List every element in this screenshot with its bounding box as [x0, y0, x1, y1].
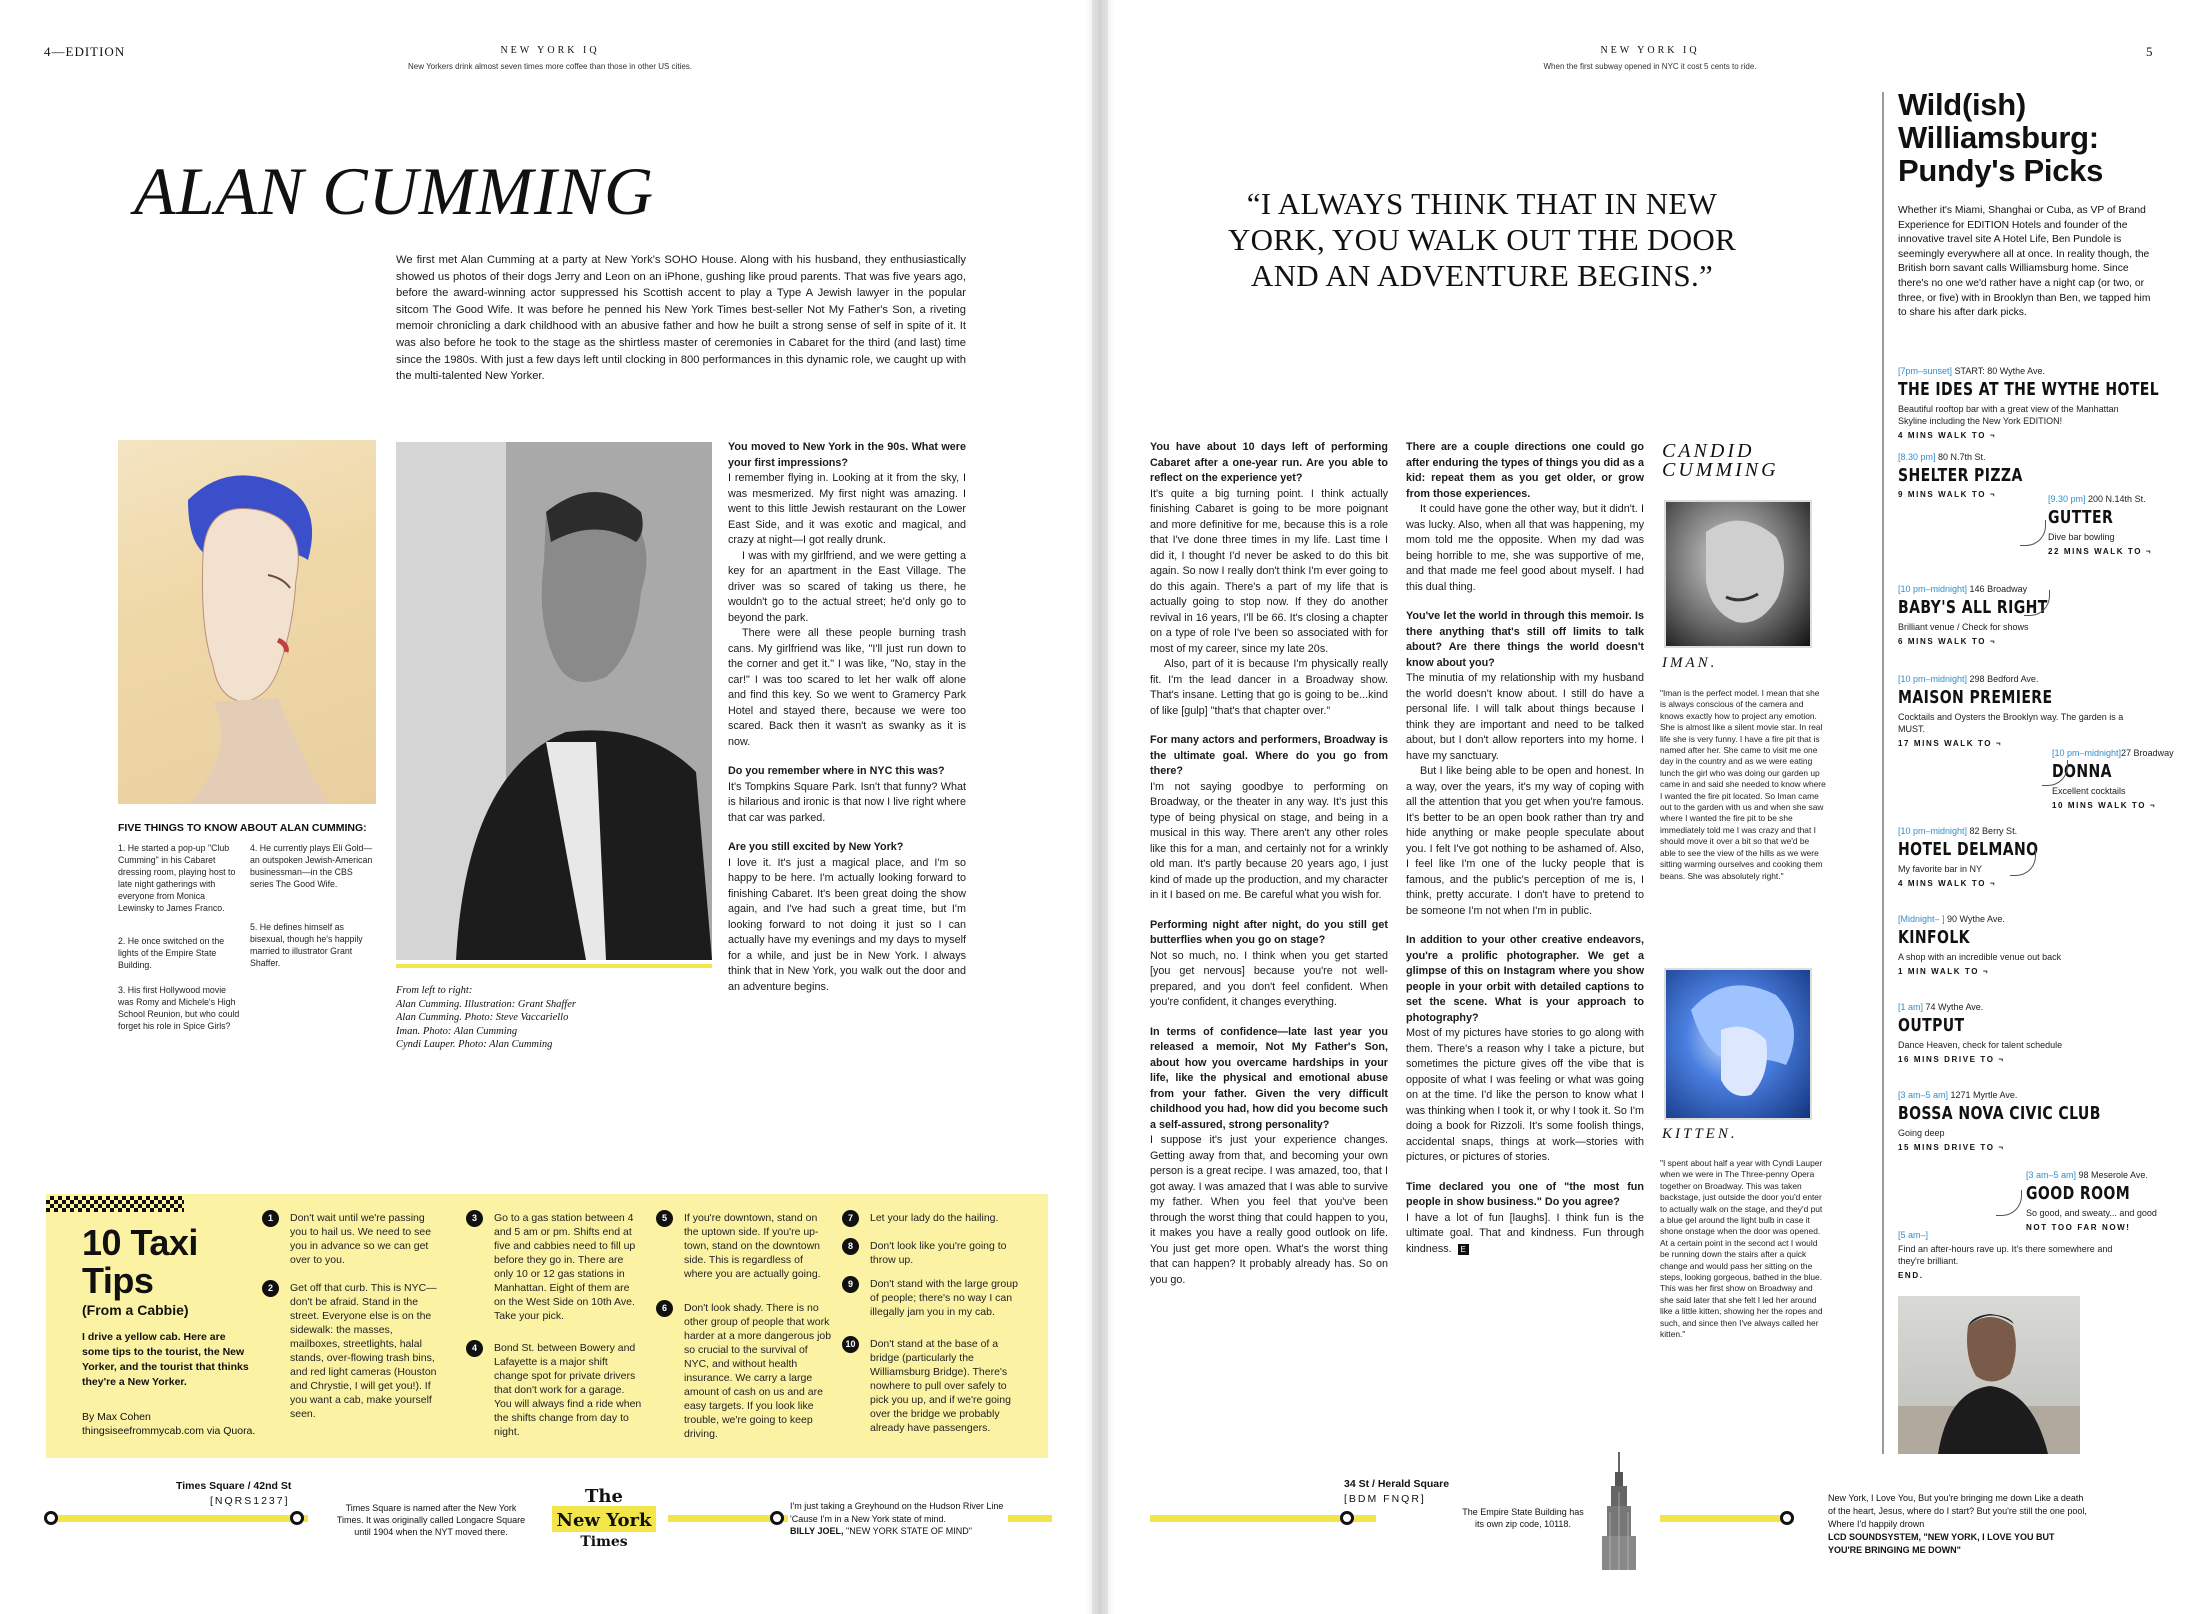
pick-time: [5 am–]	[1898, 1230, 1929, 1240]
five-things-item-1: 1. He started a pop-up "Club Cumming" in his Cabaret dressing room, playing host to late night gatherings with everyone from Monica Lewinsky to James Franco.	[118, 843, 236, 913]
taxi-tip-3: Go to a gas station between 4 and 5 am or pm. Shifts end at five and cabbies need to fill up before they go in. There are only 10 or 12 gas stations in Manhattan. Eight of them are on the West Side on 10th Ave. Take your pick.	[494, 1212, 636, 1322]
five-things-item-5: 5. He defines himself as bisexual, though he's happily married to illustrator Grant Shaffer.	[250, 922, 363, 968]
taxi-tip-9: Don't stand with the large group of people; there's no way I can illegally jam you in my cab.	[870, 1278, 1018, 1318]
pick-description: My favorite bar in NY	[1898, 864, 1983, 874]
picks-intro: Whether it's Miami, Shanghai or Cuba, as VP of Brand Experience for EDITION Hotels and founder of the innovative travel site A Hotel Life, Ben Pundole is seemingly everywhere all at once. In reality though, the British born savant calls Williamsburg home. Since there's no one we'd rather have a night cap (or two, or three, or five) with in Brooklyn than Ben, we tapped him to share his after dark picks.	[1898, 205, 2151, 319]
pick-time: [Midnight– ]	[1898, 914, 1945, 924]
candid-title	[1662, 442, 1779, 480]
pick-description: Excellent cocktails	[2052, 786, 2126, 796]
right-station-lines: [BDM FNQR]	[1344, 1493, 1426, 1505]
pick-name: HOTEL DELMANO	[1898, 839, 2039, 860]
tip-number-badge: 10	[842, 1336, 859, 1353]
article-title: ALAN CUMMING	[134, 153, 655, 229]
tip-number-badge: 6	[656, 1300, 673, 1317]
interview-question: You have about 10 days left of performing Cabaret after a one-year run. Are you able to reflect on the experience yet?	[1150, 441, 1388, 484]
interview-question: Are you still excited by New York?	[728, 841, 904, 853]
left-subway-line-c	[1008, 1515, 1052, 1522]
photo-captions	[396, 984, 676, 1052]
left-station-name: Times Square / 42nd St	[176, 1480, 292, 1492]
pick-item	[1898, 1090, 2128, 1152]
pick-walk-time: 22 MINS WALK TO ¬	[2048, 547, 2153, 556]
tip-number-badge: 2	[262, 1280, 279, 1297]
interview-answer: I was with my girlfriend, and we were getting a key for an apartment in the East Village. The driver was so scared of taking us there, he wouldn't go to the actual street; he'd only go to beyond the park.	[728, 549, 966, 624]
photo-alan-cumming	[396, 442, 712, 960]
pick-item	[1898, 452, 2128, 499]
left-subway-stop-c	[770, 1511, 784, 1525]
pick-item	[2052, 748, 2200, 810]
pick-name: BABY'S ALL RIGHT	[1898, 597, 2048, 618]
interview-column-2	[1150, 440, 1388, 1288]
pick-walk-time: 1 MIN WALK TO ¬	[1898, 967, 1990, 976]
pick-address: 27 Broadway	[2121, 748, 2174, 758]
pick-address: 82 Berry St.	[1967, 826, 2018, 836]
pick-name: SHELTER PIZZA	[1898, 465, 2023, 486]
illustration-alan-cumming	[118, 440, 376, 804]
interview-answer: I'm not saying goodbye to performing on Broadway, or the theater in any way. It's just this type of being physical on stage, and being in a musical in this way. There aren't any other roles like this for a man, and certainly not for a wrinkly old man. It's partly because 20 years ago, I just kind of made up the production, and my character in it I based on me. Be careful what you wish for.	[1150, 780, 1388, 901]
interview-question: In terms of confidence—late last year you released a memoir, Not My Father's Son, about how you overcame hardships in your life, like the physical and emotional abuse from your father. Given the very difficult childhood you had, how did you become such a self-assured, strong personality?	[1150, 1025, 1388, 1131]
pick-walk-time: 17 MINS WALK TO ¬	[1898, 739, 2003, 748]
interview-answer: It could have gone the other way, but it didn't. I was lucky. Also, when all that was happening, my mom told me the opposite. When my dad was being horrible to me, she was supportive of me, and that made me feel good about myself. I had this dual thing.	[1406, 503, 1644, 593]
pick-address: 146 Broadway	[1967, 584, 2028, 594]
pick-address: 1271 Myrtle Ave.	[1948, 1090, 2018, 1100]
svg-text:Times: Times	[580, 1534, 628, 1550]
right-folio: 5	[2146, 44, 2154, 59]
right-lyric-artist: LCD SOUNDSYSTEM,	[1828, 1532, 1922, 1542]
tip-number-badge: 8	[842, 1238, 859, 1255]
pick-name: BOSSA NOVA CIVIC CLUB	[1898, 1103, 2101, 1124]
left-folio: 4—EDITION	[44, 44, 126, 59]
left-lyric-block	[790, 1500, 1010, 1538]
pick-time: [3 am–5 am]	[2026, 1170, 2077, 1180]
taxi-source: thingsiseefrommycab.com via Quora.	[82, 1425, 256, 1437]
tip-number-badge: 5	[656, 1210, 673, 1227]
pick-name: GUTTER	[2048, 507, 2114, 528]
pick-description: So good, and sweaty... and good	[2026, 1208, 2157, 1218]
pick-description: Going deep	[1898, 1128, 1945, 1138]
pick-walk-time: 16 MINS DRIVE TO ¬	[1898, 1055, 2005, 1064]
candid-title-line-2: CUMMING	[1662, 459, 1779, 481]
five-things-title: FIVE THINGS TO KNOW ABOUT ALAN CUMMING:	[118, 822, 367, 834]
nyt-logo	[544, 1480, 664, 1552]
interview-question: For many actors and performers, Broadway is the ultimate goal. Where do you go from there?	[1150, 734, 1388, 777]
interview-column-1	[728, 440, 966, 995]
pick-description: A shop with an incredible venue out back	[1898, 952, 2062, 962]
interview-answer: The minutia of my relationship with my husband the world doesn't know about. I still do have a personal life. I will talk about things because I think they are important and need to be talked about, but I don't allow reporters into my home. I have my sanctuary.	[1406, 672, 1644, 762]
taxi-intro: I drive a yellow cab. Here are some tips to the tourist, the New Yorker, and the tourist that thinks they're a New Yorker.	[82, 1331, 249, 1388]
left-lyric-song: "NEW YORK STATE OF MIND"	[846, 1526, 972, 1536]
pick-name: MAISON PREMIERE	[1898, 687, 2053, 708]
pick-walk-time: END.	[1898, 1271, 1924, 1280]
empire-state-building-icon	[1596, 1452, 1642, 1570]
interview-question: In addition to your other creative endeavors, you're a prolific photographer. We get a glimpse of this on Instagram where you show people in your orbit with detailed captions to set the scene. What is your approach to photography?	[1406, 934, 1644, 1024]
interview-answer: It's quite a big turning point. I think actually finishing Cabaret is going to be more poignant and more definitive for me, because this is a role that I've done three times in my life. Last time I did it, I thought I'd never be asked to do this bit again. So now I really don't think I'm ever going to do this again. There's a part of my life that is actually going to stop now. If they do another revival in 16 years, I'll be 66. It's closing a chapter on a type of role I've been so associated with for most of my career, since my late 20s.	[1150, 487, 1388, 655]
pick-walk-time: 10 MINS WALK TO ¬	[2052, 801, 2157, 810]
interview-question: Performing night after night, do you still get butterflies when you go on stage?	[1150, 918, 1388, 946]
left-station-lines: [NQRS1237]	[210, 1495, 290, 1507]
taxi-byline-block	[82, 1410, 282, 1438]
left-running-head: NEW YORK IQ	[500, 45, 600, 56]
svg-text:The: The	[585, 1486, 623, 1507]
interview-question: Do you remember where in NYC this was?	[728, 765, 945, 777]
right-lyric-song: "NEW YORK, I LOVE YOU BUT YOU'RE BRINGING ME DOWN"	[1828, 1532, 2055, 1555]
interview-answer: But I like being able to be open and honest. In a way, over the years, it's my way of coping with all the attention that you get when you're famous. It's better to be an open book rather than try and hide anything or make people speculate about you. I felt I've got nothing to be ashamed of. Also, I feel like I'm one of the lucky people that is famous, and the public's perception of me is, I think, pretty accurate. I don't have to pretend to be someone I'm not when I'm in public.	[1406, 765, 1644, 917]
five-things-item-4: 4. He currently plays Eli Gold— an outspoken Jewish-American businessman—in the CBS series The Good Wife.	[250, 843, 373, 889]
pick-address: 98 Meserole Ave.	[2076, 1170, 2148, 1180]
pick-time: [7pm–sunset]	[1898, 366, 1953, 376]
picks-title-line-2: Williamsburg:	[1898, 120, 2099, 155]
pick-item	[1898, 366, 2160, 440]
pick-address: START: 80 Wythe Ave.	[1952, 366, 2045, 376]
tip-number-badge: 7	[842, 1210, 859, 1227]
left-lyric-artist: BILLY JOEL,	[790, 1526, 844, 1536]
tip-number-badge: 9	[842, 1276, 859, 1293]
pick-time: [9.30 pm]	[2048, 494, 2086, 504]
interview-answer: Also, part of it is because I'm physically really fit. I'm the lead dancer in a Broadway show. That's insane. Letting that go is going to be...kind of like [gulp] "that's that chapter over."	[1150, 658, 1388, 717]
photo-ben-pundole	[1898, 1296, 2080, 1454]
pick-description: Find an after-hours rave up. It's there somewhere and they're brilliant.	[1898, 1244, 2113, 1266]
pick-name: THE IDES AT THE WYTHE HOTEL	[1898, 379, 2160, 400]
pick-address: 200 N.14th St.	[2085, 494, 2146, 504]
end-mark: E	[1458, 1244, 1469, 1255]
pick-item	[1898, 1002, 2128, 1064]
taxi-tip-2: Get off that curb. This is NYC—don't be afraid. Stand in the street. Everyone else is on the sidewalk: the masses, mailboxes, streetlights, halal stands, over-flowing trash bins, and red light cameras (Houston and Chrystie, I will get you!). If you want a cab, make yourself seen.	[290, 1282, 437, 1420]
pick-item	[2048, 494, 2198, 556]
caption-1: Alan Cumming. Illustration: Grant Shaffer	[396, 998, 576, 1010]
pick-name: DONNA	[2052, 761, 2112, 782]
pick-walk-time: 4 MINS WALK TO ¬	[1898, 879, 1997, 888]
kitten-label: KITTEN.	[1662, 1126, 1738, 1142]
svg-text:New York: New York	[556, 1510, 652, 1531]
right-subway-stop-b	[1780, 1511, 1794, 1525]
interview-answer: There were all these people burning trash cans. My girlfriend was like, "I'll just run down to the corner and get it." I was like, "No, stay in the car!" I was too scared to let her walk off alone and find this key. So we went to Gramercy Park Hotel and stayed there, because we were too scared. Back then it wasn't as swanky as it is now.	[728, 627, 966, 748]
tip-number-badge: 1	[262, 1210, 279, 1227]
pick-time: [10 pm–midnight]	[1898, 826, 1968, 836]
five-things-item-2: 2. He once switched on the lights of the Empire State Building.	[118, 936, 225, 970]
pick-time: [8.30 pm]	[1898, 452, 1936, 462]
left-subway-line-a	[46, 1515, 308, 1522]
pick-time: [10 pm–midnight]	[1898, 584, 1968, 594]
pick-name: GOOD ROOM	[2026, 1183, 2131, 1204]
pick-name: OUTPUT	[1898, 1015, 1965, 1036]
five-things-item-3: 3. His first Hollywood movie was Romy and Michele's High School Reunion, but who could forget his role in Spice Girls?	[118, 985, 240, 1031]
interview-question: Time declared you one of "the most fun people in show business." Do you agree?	[1406, 1180, 1644, 1208]
taxi-tip-7: Let your lady do the hailing.	[870, 1212, 999, 1224]
left-lyric: I'm just taking a Greyhound on the Hudson River Line 'Cause I'm in a New York state of mind.	[790, 1501, 1004, 1524]
pick-time: [1 am]	[1898, 1002, 1924, 1012]
interview-answer: I suppose it's just your experience changes. Getting away from that, and becoming your own person is a great recipe. I was amazed, too, that I got away. I was amazed that I was able to survive my father. When you feel that you've been through the worst thing that could happen to you, it makes you have a really good outlook on life. You just get more open. What's the worst thing that can happen? It probably already has. So on you go.	[1150, 1134, 1388, 1286]
pick-item	[1898, 674, 2128, 748]
caption-2: Alan Cumming. Photo: Steve Vaccariello	[396, 1012, 569, 1023]
pick-item	[1898, 914, 2128, 976]
interview-column-3	[1406, 440, 1644, 1257]
pull-quote: “I ALWAYS THINK THAT IN NEW YORK, YOU WALK OUT THE DOOR AND AN ADVENTURE BEGINS.”	[1227, 186, 1737, 293]
interview-question: You moved to New York in the 90s. What were your first impressions?	[728, 441, 966, 469]
right-subway-fact: The Empire State Building has its own zip code, 10118.	[1462, 1507, 1584, 1529]
interview-answer: I love it. It's just a magical place, and I'm so happy to be here. I'm actually looking forward to finishing Cabaret. It's been great doing the show again, and I've had such a great time, but I'm looking forward to not doing it just so I can actually have my evenings and my days to myself for a while, and just be in New York. I always think that in New York, you walk out the door and an adventure begins.	[728, 856, 966, 993]
taxi-tip-10: Don't stand at the base of a bridge (particularly the Williamsburg Bridge). There's nowhere to pull over safely to pick you up, and if we're going over the bridge we probably already have passengers.	[870, 1338, 1011, 1434]
pick-time: [10 pm–midnight]	[2052, 748, 2122, 758]
interview-question: You've let the world in through this memoir. Is there anything that's still off limits to talk about? Are there things the world doesn't know about you?	[1406, 610, 1644, 669]
taxi-byline: By Max Cohen	[82, 1411, 151, 1423]
right-running-head: NEW YORK IQ	[1600, 45, 1700, 56]
spine-shadow	[1086, 0, 1114, 1614]
photo-iman	[1664, 500, 1812, 648]
right-running-sub: When the first subway opened in NYC it cost 5 cents to ride.	[1543, 62, 1757, 71]
kitten-caption: "I spent about half a year with Cyndi Lauper when we were in The Three-penny Opera together on Broadway. This was taken backstage, just outside the door you'd enter to actually walk on the stage, and they'd put a blue gel around the light bulb in case it shone onstage when the door was opened. At a certain point in the second act I would be running down the stairs after a quick change and would pass her sitting on the steps, looking gorgeous, bathed in the blue. This was her first show on Broadway and she said later that she felt I led her around like a little kitten, showing her the ropes and such, and since then I've always called her kitten."	[1660, 1158, 1823, 1340]
left-running-sub: New Yorkers drink almost seven times more coffee than those in other US cities.	[408, 62, 692, 71]
interview-question: There are a couple directions one could go after enduring the types of things you did as a kid: repeat them as you get older, or grow from those experiences.	[1406, 441, 1644, 500]
pick-time: [3 am–5 am]	[1898, 1090, 1949, 1100]
picks-title-line-3: Pundy's Picks	[1898, 153, 2104, 188]
pick-item	[1898, 1230, 2128, 1280]
photo-yellow-rule	[396, 964, 712, 968]
intro-paragraph: We first met Alan Cumming at a party at New York's SOHO House. Along with his husband, they enthusiastically showed us photos of their dogs Jerry and Leon on an iPhone, gushing like proud parents. That was five years ago, before the award-winning actor suppressed his Scottish accent to play a Type A Jewish lawyer in the popular sitcom The Good Wife. It was before he penned his New York Times best-seller Not My Father's Son, a riveting memoir chronicling a dark childhood with an abusive father and how he built a strong sense of self in spite of it. It was also before he took to the stage as the shirtless master of ceremonies in Cabaret for the third (and last) time since the 1980s. With just a few days left until clocking in 800 performances in this dynamic role, we caught up with the multi-talented New Yorker.	[396, 254, 966, 383]
right-lyric: New York, I Love You, But you're bringing me down Like a death of the heart, Jesus, where do I start? But you're still the one pool, Where I'd happily drown	[1828, 1493, 2087, 1529]
pick-description: Dance Heaven, check for talent schedule	[1898, 1040, 2063, 1050]
taxi-tip-6: Don't look shady. There is no other group of people that work harder at a more dangerous job so crucial to the survival of NYC, and without health insurance. We carry a large amount of cash on us and are easy targets. If you look like trouble, we're going to keep driving.	[684, 1302, 832, 1440]
left-subway-fact: Times Square is named after the New York Times. It was originally called Longacre Square until 1904 when the NYT moved there.	[336, 1503, 526, 1537]
pick-description: Brilliant venue / Check for shows	[1898, 622, 2029, 632]
taxi-title-line-2: Tips	[82, 1260, 154, 1301]
right-subway-stop-a	[1340, 1511, 1354, 1525]
pick-item	[2026, 1170, 2176, 1232]
taxi-tip-1: Don't wait until we're passing you to hail us. We need to see you in advance so we can get over to you.	[290, 1212, 432, 1266]
pick-description: Beautiful rooftop bar with a great view of the Manhattan Skyline including the New York EDITION!	[1898, 404, 2119, 426]
taxi-tip-4: Bond St. between Bowery and Lafayette is a major shift change spot for private drivers that don't work for a garage. You will always find a ride when the shifts change from day to night.	[494, 1342, 642, 1438]
pick-address: 90 Wythe Ave.	[1944, 914, 2005, 924]
right-subway-line-b	[1660, 1515, 1794, 1522]
checker-stripe	[46, 1196, 184, 1212]
interview-answer: Most of my pictures have stories to go along with them. There's a reason why I take a picture, but sometimes the picture gives off the vibe that is opposite of what I was feeling or what was going on at the time. I'd like the person to know what I was thinking when I took it, or why I took it. So I'm doing a book for Rizzoli. It's some foolish things, accidental snaps, things at work—stories with pictures, or pictures of stories.	[1406, 1027, 1644, 1163]
photo-cyndi-lauper	[1664, 968, 1812, 1120]
pick-name: KINFOLK	[1898, 927, 1970, 948]
interview-answer: I have a lot of fun [laughs]. I think fun is the ultimate goal. That and kindness. Fun through kindness. E	[1406, 1211, 1644, 1255]
picks-divider	[1882, 92, 1884, 1454]
iman-caption: "Iman is the perfect model. I mean that she is always conscious of the camera and knows exactly how to project any emotion. She is almost like a silent movie star. In real life she is very funny. I have a fire pit that is named after her. She came to visit me one day in the country and as we were eating lunch the girl who was doing our garden up came in and said she needed to know where I wanted the fire pit located. So Iman came out to the garden with us and when she saw where I wanted the fire pit to be she immediately told me I was crazy and that I should move it over a bit so that we'd be able to see the view of the hills as we were sitting warming ourselves and cooking them beans. She was absolutely right."	[1660, 688, 1826, 881]
candid-title-line-1: CANDID	[1662, 440, 1755, 462]
taxi-title	[82, 1224, 198, 1300]
pick-walk-time: 15 MINS DRIVE TO ¬	[1898, 1143, 2005, 1152]
pick-walk-time: 9 MINS WALK TO ¬	[1898, 490, 1997, 499]
tip-number-badge: 4	[466, 1340, 483, 1357]
pick-walk-time: 4 MINS WALK TO ¬	[1898, 431, 1997, 440]
interview-answer: It's Tompkins Square Park. Isn't that funny? What is hilarious and ironic is that now I live right where that car was parked.	[728, 780, 966, 824]
taxi-tip-8: Don't look like you're going to throw up.	[870, 1240, 1007, 1266]
right-lyric-block	[1828, 1492, 2088, 1557]
taxi-title-line-1: 10 Taxi	[82, 1222, 198, 1263]
pick-description: Dive bar bowling	[2048, 532, 2115, 542]
left-subway-stop-a	[44, 1511, 58, 1525]
interview-answer: I remember flying in. Looking at it from the sky, I was mesmerized. My first night was amazing. I went to this little Jewish restaurant on the Lower East Side, and it was exotic and magical, and crazy at night—I got really drunk.	[728, 472, 966, 546]
left-subway-stop-b	[290, 1511, 304, 1525]
right-station-name: 34 St / Herald Square	[1344, 1478, 1450, 1490]
tip-number-badge: 3	[466, 1210, 483, 1227]
picks-title-line-1: Wild(ish)	[1898, 87, 2026, 122]
pick-address: 298 Bedford Ave.	[1967, 674, 2039, 684]
caption-4: Cyndi Lauper. Photo: Alan Cumming	[396, 1039, 553, 1050]
pick-item	[1898, 584, 2128, 646]
pick-time: [10 pm–midnight]	[1898, 674, 1968, 684]
taxi-subtitle: (From a Cabbie)	[82, 1302, 189, 1318]
picks-title	[1898, 88, 2103, 187]
pick-description: Cocktails and Oysters the Brooklyn way. The garden is a MUST.	[1898, 712, 2124, 734]
pick-walk-time: NOT TOO FAR NOW!	[2026, 1223, 2131, 1232]
caption-3: Iman. Photo: Alan Cumming	[396, 1025, 518, 1037]
pick-address: 74 Wythe Ave.	[1923, 1002, 1984, 1012]
taxi-tip-5: If you're downtown, stand on the uptown side. If you're up-town, stand on the downtown side. This is regardless of where you are actually going.	[684, 1212, 821, 1280]
interview-answer: Not so much, no. I think when you get started [you get nervous] because you're not well-prepared, and you don't feel confident. When you're confident, it changes everything.	[1150, 949, 1388, 1008]
pick-address: 80 N.7th St.	[1935, 452, 1986, 462]
iman-label: IMAN.	[1662, 655, 1718, 671]
caption-lead: From left to right:	[396, 985, 473, 996]
pick-walk-time: 6 MINS WALK TO ¬	[1898, 637, 1997, 646]
